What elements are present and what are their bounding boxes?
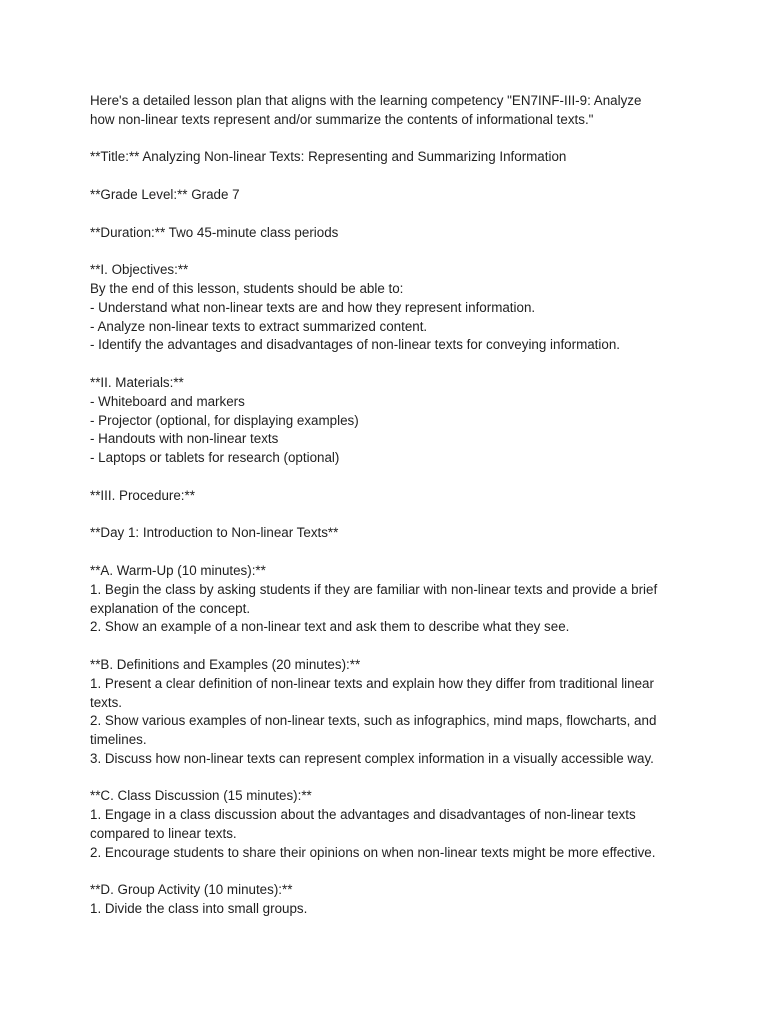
text-line: **II. Materials:**: [90, 374, 184, 390]
text-line: 3. Discuss how non-linear texts can represent complex information in a visually accessible way.: [90, 750, 654, 766]
paragraph: [90, 881, 700, 919]
text-line: **A. Warm-Up (10 minutes):**: [90, 562, 266, 578]
text-line: 1. Begin the class by asking students if they are familiar with non-linear texts and provide a brief: [90, 581, 658, 597]
text-line: 2. Encourage students to share their opinions on when non-linear texts might be more effective.: [90, 844, 656, 860]
text-line: **Duration:** Two 45-minute class periods: [90, 224, 339, 240]
text-line: - Analyze non-linear texts to extract summarized content.: [90, 318, 428, 334]
paragraph: [90, 374, 700, 468]
text-line: 1. Present a clear definition of non-linear texts and explain how they differ from traditional linear: [90, 675, 654, 691]
paragraph: [90, 261, 700, 355]
paragraph: [90, 186, 700, 205]
paragraph: [90, 562, 700, 637]
text-line: **B. Definitions and Examples (20 minutes):**: [90, 656, 361, 672]
text-line: - Identify the advantages and disadvantages of non-linear texts for conveying information.: [90, 337, 620, 353]
document-page: [90, 92, 700, 919]
text-line: **C. Class Discussion (15 minutes):**: [90, 788, 312, 804]
text-line: explanation of the concept.: [90, 600, 251, 616]
paragraph: [90, 92, 700, 130]
text-line: how non-linear texts represent and/or summarize the contents of informational texts.": [90, 111, 594, 127]
text-line: **III. Procedure:**: [90, 487, 195, 503]
text-line: Here's a detailed lesson plan that aligns with the learning competency "EN7INF-III-9: Analyze: [90, 93, 642, 108]
text-line: - Laptops or tablets for research (optional): [90, 450, 340, 466]
text-line: - Projector (optional, for displaying examples): [90, 412, 359, 428]
paragraph: [90, 487, 700, 506]
text-line: 2. Show various examples of non-linear texts, such as infographics, mind maps, flowcharts, and: [90, 713, 657, 729]
text-line: 2. Show an example of a non-linear text and ask them to describe what they see.: [90, 619, 570, 635]
text-line: 1. Engage in a class discussion about the advantages and disadvantages of non-linear texts: [90, 807, 636, 823]
text-line: **D. Group Activity (10 minutes):**: [90, 882, 293, 898]
text-line: **Grade Level:** Grade 7: [90, 186, 240, 202]
text-line: compared to linear texts.: [90, 826, 237, 842]
text-line: texts.: [90, 694, 122, 710]
text-line: - Understand what non-linear texts are and how they represent information.: [90, 299, 536, 315]
text-line: **Day 1: Introduction to Non-linear Texts**: [90, 525, 339, 541]
text-line: - Whiteboard and markers: [90, 393, 245, 409]
paragraph: [90, 224, 700, 243]
paragraph: [90, 524, 700, 543]
text-line: 1. Divide the class into small groups.: [90, 901, 308, 917]
text-line: timelines.: [90, 732, 147, 748]
text-line: - Handouts with non-linear texts: [90, 431, 279, 447]
paragraph: [90, 148, 700, 167]
text-line: **Title:** Analyzing Non-linear Texts: Representing and Summarizing Information: [90, 149, 567, 165]
paragraph: [90, 656, 700, 769]
text-line: **I. Objectives:**: [90, 262, 189, 278]
paragraph: [90, 787, 700, 862]
text-line: By the end of this lesson, students should be able to:: [90, 280, 404, 296]
